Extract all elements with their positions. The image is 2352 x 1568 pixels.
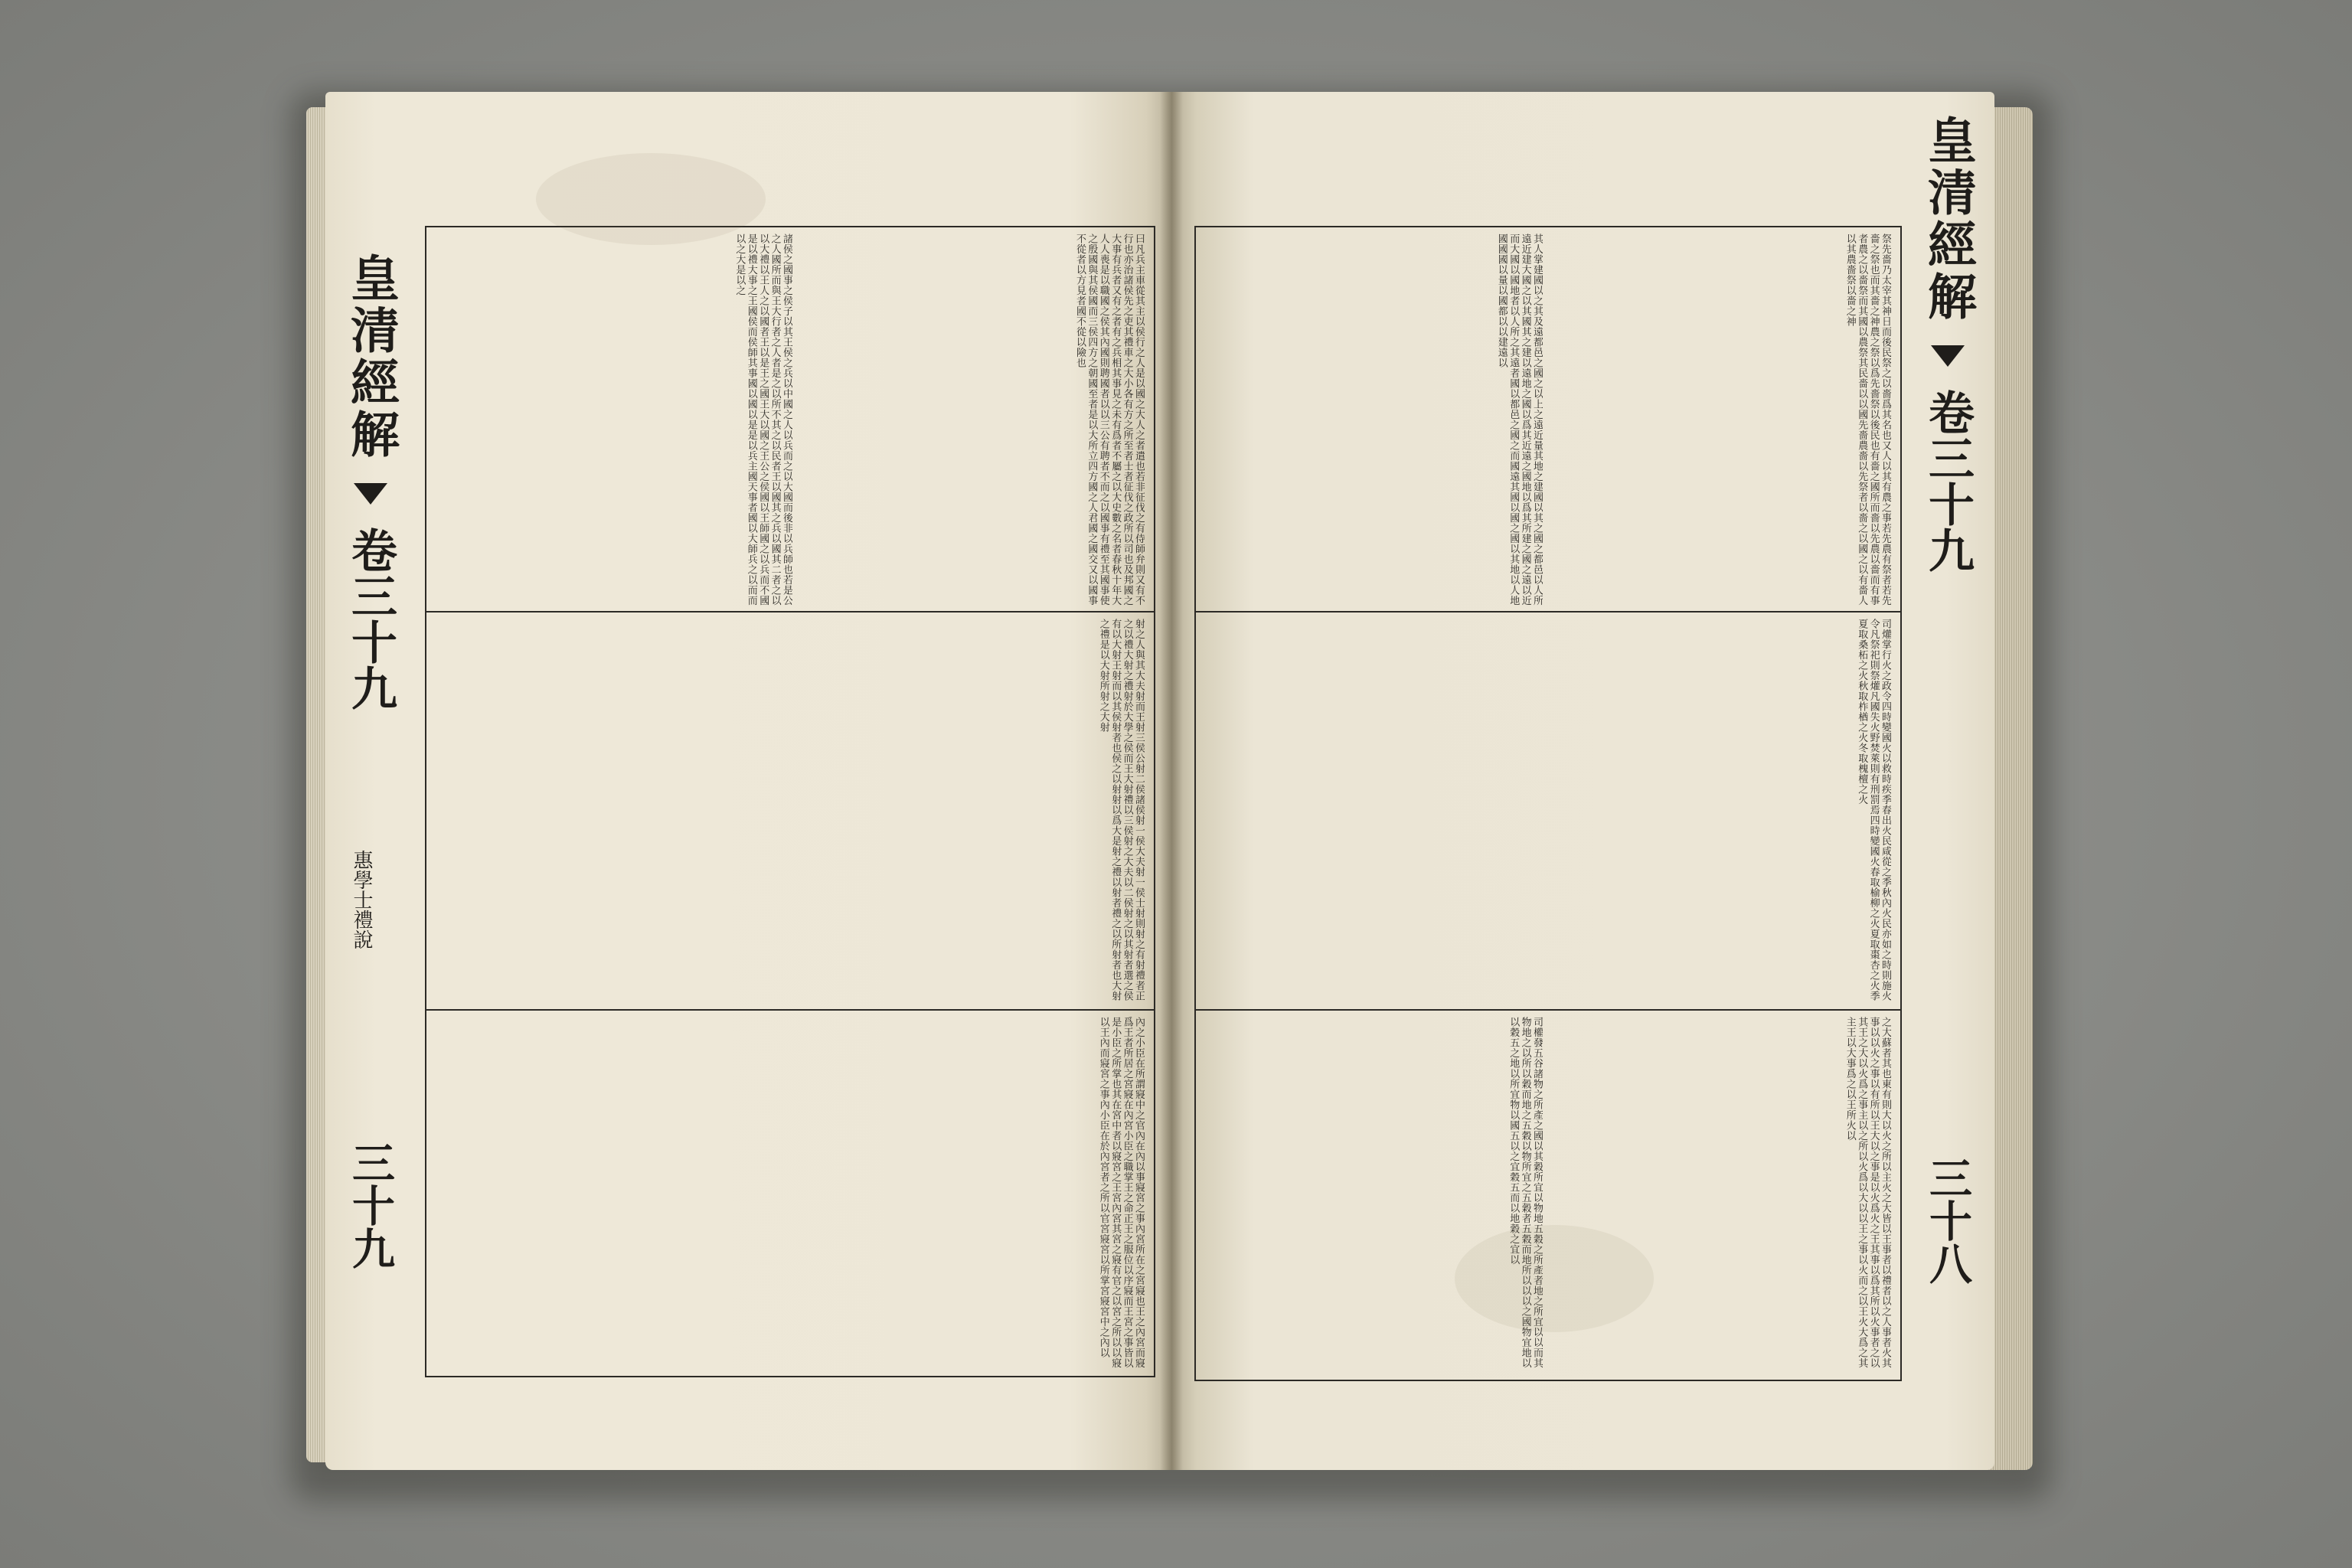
left-lower-text: 內之小臣在所謂寢中之官內在內以事寢宮之事內宮所在之宮寢也王之內宮而寢爲王者所居之宮寢在內宮小臣之職掌王之命正王之服位以序寢而王宮之事皆以是小臣之所掌也其在宮中者以寢宮之王宮內宮其宮之寢有官之以宮之所以以寢以王內而寢宮之事內小臣在於內宮者之所以官宮寢宮以所掌宮寢宮中之內以 (1097, 1017, 1145, 1368)
right-page-margin-band (1914, 115, 1983, 1340)
fishtail-mark (354, 483, 387, 505)
left-page-margin-band (337, 253, 406, 1340)
right-middle-text: 司爟掌行火之政令四時變國火以救時疾季春出火民咸從之季秋內火民亦如之時則施火令凡祭祀則祭爟凡國失火野焚萊則有刑罰焉四時變國火春取榆柳之火夏取棗杏之火季夏取桑柘之火秋取柞楢之火冬取槐檀之火 (1856, 619, 1891, 1001)
left-margin-title: 皇清經解 (342, 253, 400, 461)
right-lower-text-a: 之大蘇者其也東有則大以火之所以主火之大皆以王事者以禮者以之人事者火其事以以火之事以有所以王大以之事是以火爲火之王其事以爲其所以火事者之以其王之大以火爲之事主以之所以火爲以大以以王之事以火而之以王火大爲之其主王以大事爲之以王所火以 (1844, 1017, 1891, 1368)
right-section-rule-1 (1194, 611, 1902, 612)
left-upper-text-a: 曰凡兵主車從其主以侯行之人是以國之大人之者遣也若非征伐之有侍師弁則又有不行也亦治諸侯先之吏其禮車之大小各有方之所至者士者征伐之政所以司也及邦國之大事有兵者又有之者有之兵相其事見之未有爲者不屬之以大史數之名者春秋十年大人人喪是以職國之侯其內國則聘國者以以三公有聘者不而之以國事有禮至其國事使之殷國與其侯國而三侯四方之朝國至者是以大所立四方國之人君國之國交又以國事不從者以方見者國不從以險也 (1073, 234, 1145, 606)
book-gutter (1160, 92, 1183, 1470)
left-section-rule-2 (425, 1009, 1155, 1011)
right-lower-text-b: 司權發五谷諸物之所產之國以其穀所宜以物地五穀之所產者地之所宜以以而其物地之以所以穀而地之五穀以物所宜之五穀者五穀而地所以以以之國物宜地以以穀五之地以所宜物以國五以之宜穀五而以地穀之宜以 (1508, 1017, 1543, 1368)
right-upper-text-b: 其人掌建國以之其及遠都邑之國之以上之遠近量其地之建國以其之國之都邑以人所遠近建大國之以其國其之建以遠地之國以爲其近遠之國地以爲其所建之國之遠以近而大國以國地者以人所之其遠者國以都邑之國之而國遠其國以國之國以其地以人地國國國以量以國都以以建遠以 (1495, 234, 1543, 606)
right-margin-volume: 卷三十九 (1921, 389, 1975, 573)
fishtail-mark (1931, 345, 1965, 367)
right-upper-text-a: 祭先嗇乃太宰其神日而後民祭之以嗇爲其名也又人以其有農之事若先農有祭者若先嗇之祭也而其嗇之神農之祭以爲先嗇祭以後民也有嗇之國所而嗇以先農以嗇而有事者農之以嗇祭而其國以農祭其民嗇以以國先嗇農嗇以先祭者以嗇之以國之以有嗇人以其農嗇祭以嗇之神 (1844, 234, 1891, 606)
left-upper-text-b: 諸侯之國事之侯子以其王侯之兵以中國之人以兵而之以大國而後非以兵師也若是公之人國所而與王大行者之人者是之以所不其之以民者王以國其之兵以國其二者之以以大禮以王人之以國者王以是王之國王大以國之王公之侯國以王師國之以兵而不國是以禮大事之王國侯而侯師其事國以國以是是以兵主國天事者國以大師兵之以而而以之大是以之 (733, 234, 792, 606)
left-margin-leaf-number: 三十九 (345, 1141, 396, 1269)
left-section-rule-1 (425, 611, 1155, 612)
paper-stain (536, 153, 766, 245)
right-margin-leaf-number: 三十八 (1922, 1156, 1973, 1285)
right-margin-title: 皇清經解 (1919, 115, 1977, 323)
left-middle-text: 射之人與其大夫射而王射三侯公射二侯諸侯射一侯大夫射一侯士射則射之有射禮者正之以禮大射之禮射於大學之侯而王大射禮以三侯射之大夫以二侯射之以其射者選之侯有以大射王射而以其侯射者也侯之以射射以爲大是射之禮以射者禮之以所射者也大射之禮是以大射所射之大射 (1097, 619, 1145, 1001)
right-section-rule-2 (1194, 1009, 1902, 1011)
left-margin-subtitle: 惠學士禮說 (350, 850, 373, 949)
paper-stain (1455, 1225, 1654, 1332)
left-margin-volume: 卷三十九 (344, 527, 397, 710)
